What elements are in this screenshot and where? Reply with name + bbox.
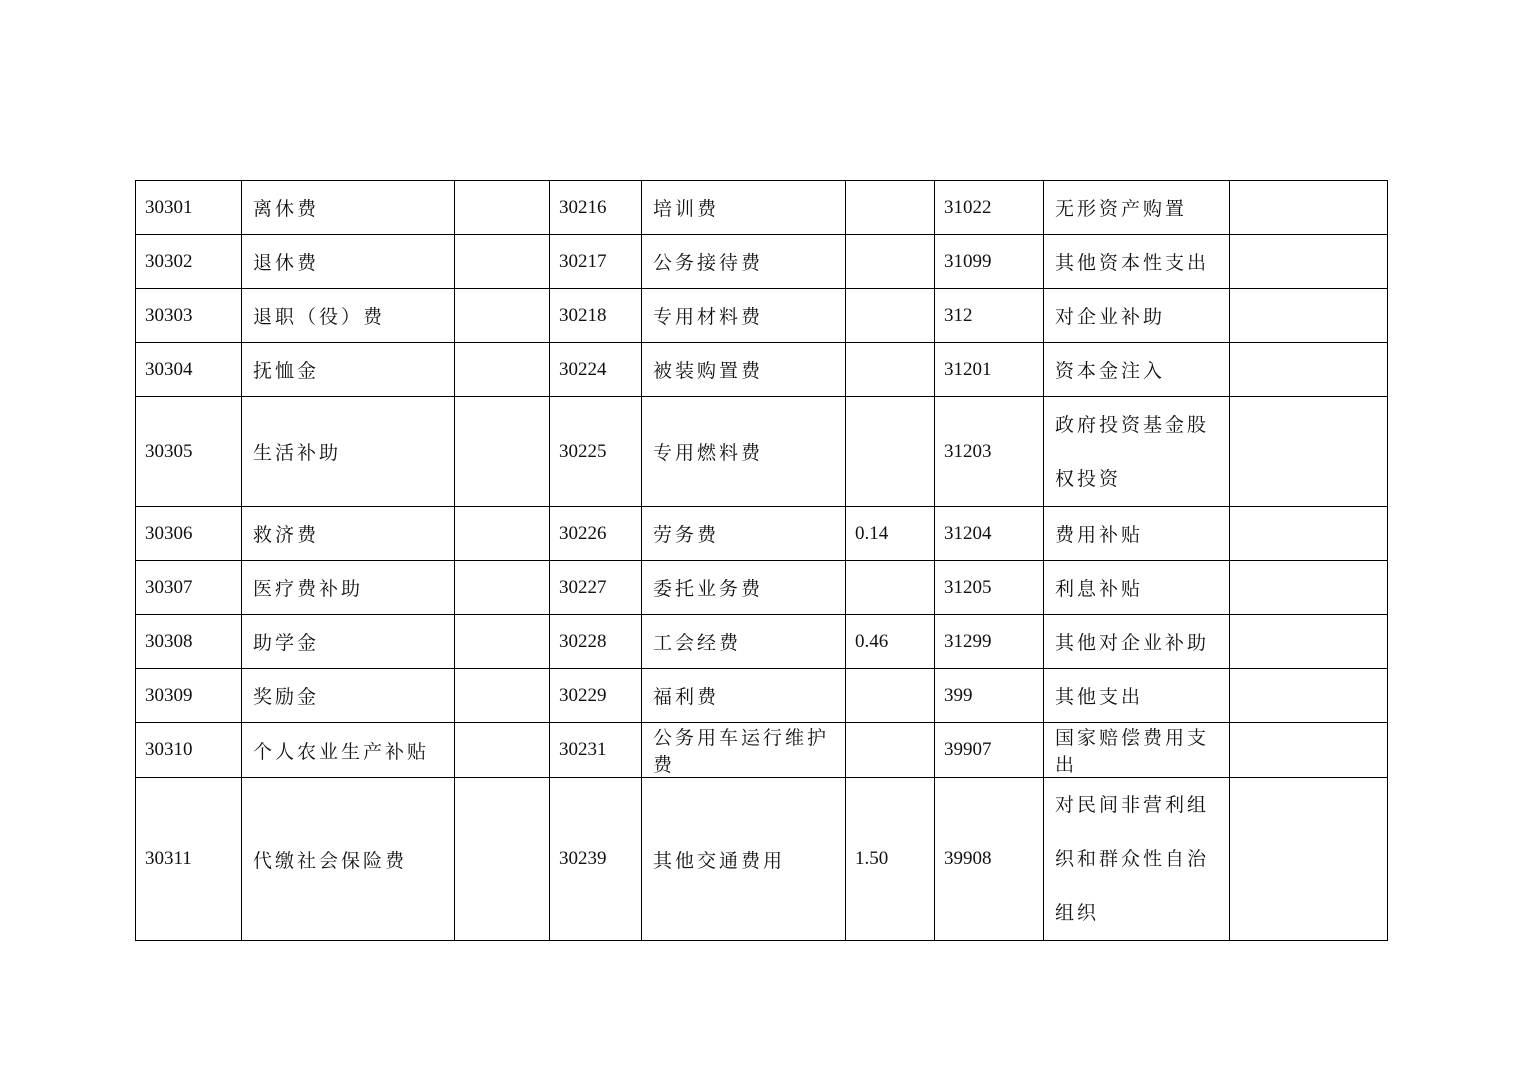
- item-name-cell: 对民间非营利组织和群众性自治组织: [1044, 778, 1230, 941]
- amount-cell: [846, 561, 935, 615]
- code-cell: 30229: [550, 669, 642, 723]
- code-cell: 30303: [136, 289, 242, 343]
- item-name-cell: 离休费: [242, 181, 455, 235]
- item-name-cell: 其他交通费用: [642, 778, 846, 941]
- amount-cell: [1230, 289, 1388, 343]
- amount-cell: 0.14: [846, 507, 935, 561]
- item-name-cell: 救济费: [242, 507, 455, 561]
- code-cell: 30304: [136, 343, 242, 397]
- amount-cell: [846, 397, 935, 507]
- item-name-cell: 国家赔偿费用支出: [1044, 723, 1230, 778]
- item-name-cell: 政府投资基金股权投资: [1044, 397, 1230, 507]
- item-name-cell: 委托业务费: [642, 561, 846, 615]
- item-name-cell: 其他资本性支出: [1044, 235, 1230, 289]
- item-name-cell: 专用燃料费: [642, 397, 846, 507]
- amount-cell: 0.46: [846, 615, 935, 669]
- code-cell: 30301: [136, 181, 242, 235]
- item-name-cell: 资本金注入: [1044, 343, 1230, 397]
- code-cell: 31204: [935, 507, 1044, 561]
- table-row: [136, 723, 1388, 778]
- item-name-cell: 个人农业生产补贴: [242, 723, 455, 778]
- code-cell: 30239: [550, 778, 642, 941]
- amount-cell: [455, 723, 550, 778]
- code-cell: 30224: [550, 343, 642, 397]
- code-cell: 30309: [136, 669, 242, 723]
- amount-cell: [846, 343, 935, 397]
- item-name-cell: 其他对企业补助: [1044, 615, 1230, 669]
- item-name-cell: 退休费: [242, 235, 455, 289]
- item-name-cell: 公务接待费: [642, 235, 846, 289]
- item-name-cell: 助学金: [242, 615, 455, 669]
- code-cell: 30225: [550, 397, 642, 507]
- expenditure-table: [135, 180, 1388, 941]
- code-cell: 39907: [935, 723, 1044, 778]
- amount-cell: [1230, 669, 1388, 723]
- item-name-cell: 培训费: [642, 181, 846, 235]
- code-cell: 31022: [935, 181, 1044, 235]
- table-row: [136, 235, 1388, 289]
- item-name-cell: 医疗费补助: [242, 561, 455, 615]
- amount-cell: [455, 397, 550, 507]
- amount-cell: [455, 343, 550, 397]
- amount-cell: [1230, 778, 1388, 941]
- amount-cell: [455, 669, 550, 723]
- amount-cell: [846, 235, 935, 289]
- item-name-cell: 抚恤金: [242, 343, 455, 397]
- item-name-cell: 生活补助: [242, 397, 455, 507]
- code-cell: 30227: [550, 561, 642, 615]
- amount-cell: [455, 181, 550, 235]
- amount-cell: [455, 615, 550, 669]
- amount-cell: [1230, 397, 1388, 507]
- code-cell: 31205: [935, 561, 1044, 615]
- table-row: [136, 507, 1388, 561]
- item-name-cell: 其他支出: [1044, 669, 1230, 723]
- amount-cell: [1230, 507, 1388, 561]
- amount-cell: [1230, 561, 1388, 615]
- table-row: [136, 778, 1388, 941]
- item-name-cell: 公务用车运行维护费: [642, 723, 846, 778]
- item-name-cell: 对企业补助: [1044, 289, 1230, 343]
- code-cell: 31203: [935, 397, 1044, 507]
- amount-cell: [1230, 343, 1388, 397]
- table-row: [136, 397, 1388, 507]
- code-cell: 30216: [550, 181, 642, 235]
- code-cell: 30308: [136, 615, 242, 669]
- amount-cell: [846, 289, 935, 343]
- code-cell: 31099: [935, 235, 1044, 289]
- table-row: [136, 343, 1388, 397]
- item-name-cell: 利息补贴: [1044, 561, 1230, 615]
- amount-cell: [1230, 615, 1388, 669]
- amount-cell: [455, 235, 550, 289]
- item-name-cell: 被装购置费: [642, 343, 846, 397]
- code-cell: 30307: [136, 561, 242, 615]
- code-cell: 30226: [550, 507, 642, 561]
- item-name-cell: 福利费: [642, 669, 846, 723]
- code-cell: 30311: [136, 778, 242, 941]
- table-row: [136, 615, 1388, 669]
- amount-cell: 1.50: [846, 778, 935, 941]
- item-name-cell: 奖励金: [242, 669, 455, 723]
- amount-cell: [455, 507, 550, 561]
- code-cell: 39908: [935, 778, 1044, 941]
- amount-cell: [846, 723, 935, 778]
- amount-cell: [455, 561, 550, 615]
- amount-cell: [1230, 181, 1388, 235]
- table-row: [136, 181, 1388, 235]
- code-cell: 30218: [550, 289, 642, 343]
- item-name-cell: 劳务费: [642, 507, 846, 561]
- code-cell: 31201: [935, 343, 1044, 397]
- amount-cell: [846, 669, 935, 723]
- amount-cell: [455, 289, 550, 343]
- code-cell: 30231: [550, 723, 642, 778]
- code-cell: 30305: [136, 397, 242, 507]
- code-cell: 30228: [550, 615, 642, 669]
- amount-cell: [455, 778, 550, 941]
- item-name-cell: 费用补贴: [1044, 507, 1230, 561]
- code-cell: 30217: [550, 235, 642, 289]
- code-cell: 30310: [136, 723, 242, 778]
- item-name-cell: 无形资产购置: [1044, 181, 1230, 235]
- item-name-cell: 代缴社会保险费: [242, 778, 455, 941]
- code-cell: 30302: [136, 235, 242, 289]
- amount-cell: [846, 181, 935, 235]
- item-name-cell: 专用材料费: [642, 289, 846, 343]
- code-cell: 312: [935, 289, 1044, 343]
- code-cell: 30306: [136, 507, 242, 561]
- code-cell: 399: [935, 669, 1044, 723]
- amount-cell: [1230, 723, 1388, 778]
- amount-cell: [1230, 235, 1388, 289]
- item-name-cell: 工会经费: [642, 615, 846, 669]
- table-row: [136, 561, 1388, 615]
- table-row: [136, 289, 1388, 343]
- code-cell: 31299: [935, 615, 1044, 669]
- item-name-cell: 退职（役）费: [242, 289, 455, 343]
- table-row: [136, 669, 1388, 723]
